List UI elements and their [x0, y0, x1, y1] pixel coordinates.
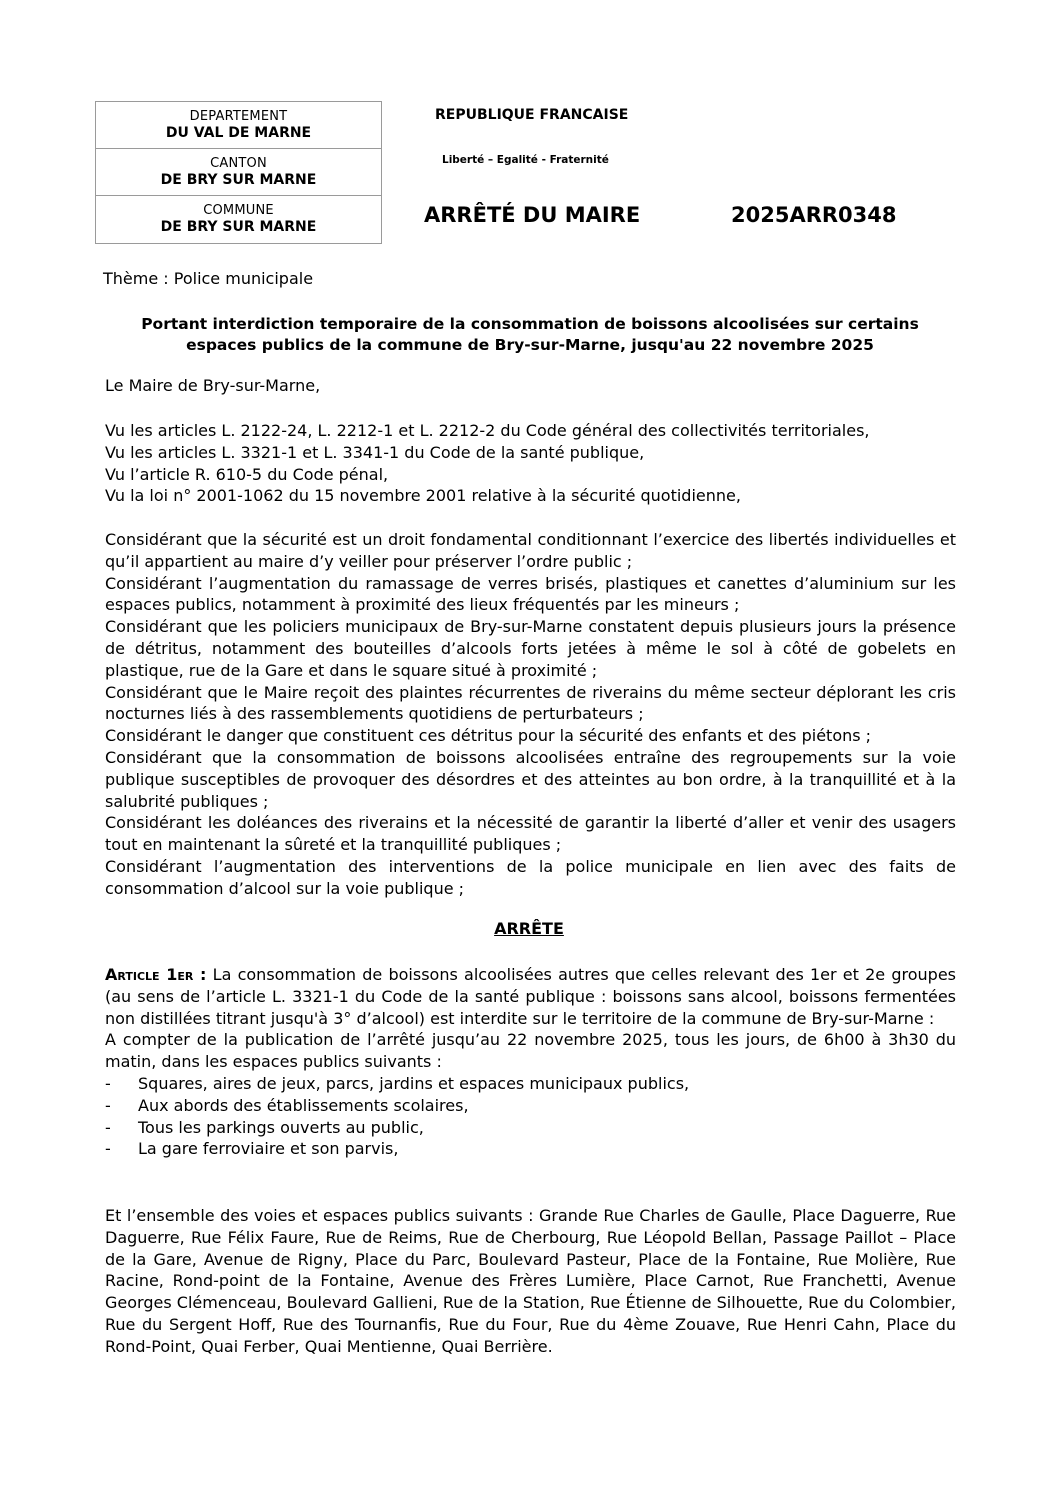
legal-references: [105, 420, 956, 507]
department-cell: [96, 102, 381, 149]
bullet-marker: -: [105, 1117, 111, 1137]
document-theme: Thème : Police municipale: [103, 269, 314, 288]
street-list-text: Et l’ensemble des voies et espaces publics suivants : Grande Rue Charles de Gaulle, Place Daguerre, Rue Daguerre, Rue Félix Faure, Rue de Reims, Rue de Cherbourg, Rue Léopold Bellan, Passage Paillot – Place de la Gare, Avenue de Rigny, Place du Parc, Boulevard Pasteur, Place de la Fontaine, Rue Molière, Rue Racine, Rond-point de la Fontaine, Avenue des Frères Lumière, Place Carnot, Rue Franchetti, Avenue Georges Clémenceau, Boulevard Gallieni, Rue de la Station, Rue Étienne de Silhouette, Rue du Colombier, Rue du Sergent Hoff, Rue des Tournanfis, Rue du Four, Rue du 4ème Zouave, Rue Henri Cahn, Place du Rond-Point, Quai Ferber, Quai Mentienne, Quai Berrière.: [105, 1206, 956, 1356]
consideration: Considérant l’augmentation du ramassage de verres brisés, plastiques et canettes d’aluminium sur les espaces publics, notamment à proximité des lieux fréquentés par les mineurs ;: [105, 573, 956, 615]
commune-cell: [96, 196, 381, 243]
article-1-period: A compter de la publication de l’arrêté jusqu’au 22 novembre 2025, tous les jours, de 6h00 à 3h30 du matin, dans les espaces publics suivants :: [105, 1030, 956, 1072]
document-subject: Portant interdiction temporaire de la consommation de boissons alcoolisées sur certains espaces publics de la commune de Bry-sur-Marne, jusqu'au 22 novembre 2025: [141, 315, 919, 354]
consideration: Considérant le danger que constituent ces détritus pour la sécurité des enfants et des piétons ;: [105, 726, 872, 746]
list-item: [105, 1073, 956, 1095]
article-1-body: La consommation de boissons alcoolisées autres que celles relevant des 1er et 2e groupes (au sens de l’article L. 3321-1 du Code de la santé publique : boissons sans alcool, boissons fermentées non distillées titrant jusqu'à 3° d’alcool) est interdite sur le territoire de la commune de Bry-sur-Marne :: [105, 965, 956, 1028]
administrative-header-box: [95, 101, 382, 244]
street-list: [105, 1205, 956, 1358]
consideration: Considérant que la consommation de boissons alcoolisées entraîne des regroupements sur la voie publique susceptibles de provoquer des désordres et des atteintes au bon ordre, à la tranquillité et à la salubrité publiques ;: [105, 747, 956, 811]
republic-motto: Liberté – Egalité - Fraternité: [442, 154, 609, 166]
legal-reference: Vu les articles L. 2122-24, L. 2212-1 et L. 2212-2 du Code général des collectivités territoriales,: [105, 421, 870, 440]
republic-title: REPUBLIQUE FRANCAISE: [435, 107, 629, 123]
article-1: [105, 964, 956, 1160]
legal-reference: Vu l’article R. 610-5 du Code pénal,: [105, 464, 389, 484]
bullet-marker: -: [105, 1073, 111, 1093]
consideration: Considérant que les policiers municipaux de Bry-sur-Marne constatent depuis plusieurs jours la présence de détritus, notamment des bouteilles d’alcools forts jetées à même le sol à côté de gobelets en plastique, rue de la Gare et dans le square situé à proximité ;: [105, 617, 956, 680]
canton-label: CANTON: [210, 156, 267, 171]
canton-value: DE BRY SUR MARNE: [160, 172, 317, 188]
consideration: Considérant les doléances des riverains et la nécessité de garantir la liberté d’aller et venir des usagers tout en maintenant la sûreté et la tranquillité publiques ;: [105, 813, 956, 855]
list-item: [105, 1095, 956, 1117]
intro-line: Le Maire de Bry-sur-Marne,: [105, 376, 321, 395]
consideration: Considérant que la sécurité est un droit fondamental conditionnant l’exercice des libertés individuelles et qu’il appartient au maire d’y veiller pour préserver l’ordre public ;: [105, 530, 956, 571]
list-item-text: La gare ferroviaire et son parvis,: [138, 1139, 399, 1159]
list-item: [105, 1117, 956, 1139]
canton-cell: [96, 149, 381, 196]
department-value: DU VAL DE MARNE: [165, 125, 312, 141]
article-1-label: Article 1er :: [105, 965, 207, 984]
decision-heading: ARRÊTE: [494, 919, 564, 938]
bullet-marker: -: [105, 1095, 111, 1115]
legal-reference: Vu les articles L. 3321-1 et L. 3341-1 du Code de la santé publique,: [105, 442, 645, 462]
list-item: [105, 1138, 956, 1160]
considerations: [105, 529, 956, 900]
bullet-marker: -: [105, 1139, 111, 1159]
list-item-text: Aux abords des établissements scolaires,: [138, 1095, 469, 1115]
list-item-text: Tous les parkings ouverts au public,: [138, 1117, 424, 1137]
commune-value: DE BRY SUR MARNE: [160, 219, 317, 235]
department-label: DEPARTEMENT: [189, 109, 288, 124]
document-title: ARRÊTÉ DU MAIRE: [424, 203, 641, 227]
article-1-text: [105, 964, 956, 1029]
intro-block: [105, 375, 956, 397]
list-item-text: Squares, aires de jeux, parcs, jardins et espaces municipaux publics,: [138, 1073, 690, 1093]
legal-reference: Vu la loi n° 2001-1062 du 15 novembre 2001 relative à la sécurité quotidienne,: [105, 486, 741, 506]
consideration: Considérant l’augmentation des interventions de la police municipale en lien avec des faits de consommation d’alcool sur la voie publique ;: [105, 856, 956, 898]
document-number: 2025ARR0348: [731, 203, 897, 227]
consideration: Considérant que le Maire reçoit des plaintes récurrentes de riverains du même secteur déplorant les cris nocturnes liés à des rassemblements quotidiens de perturbateurs ;: [105, 682, 956, 724]
commune-label: COMMUNE: [203, 203, 274, 218]
